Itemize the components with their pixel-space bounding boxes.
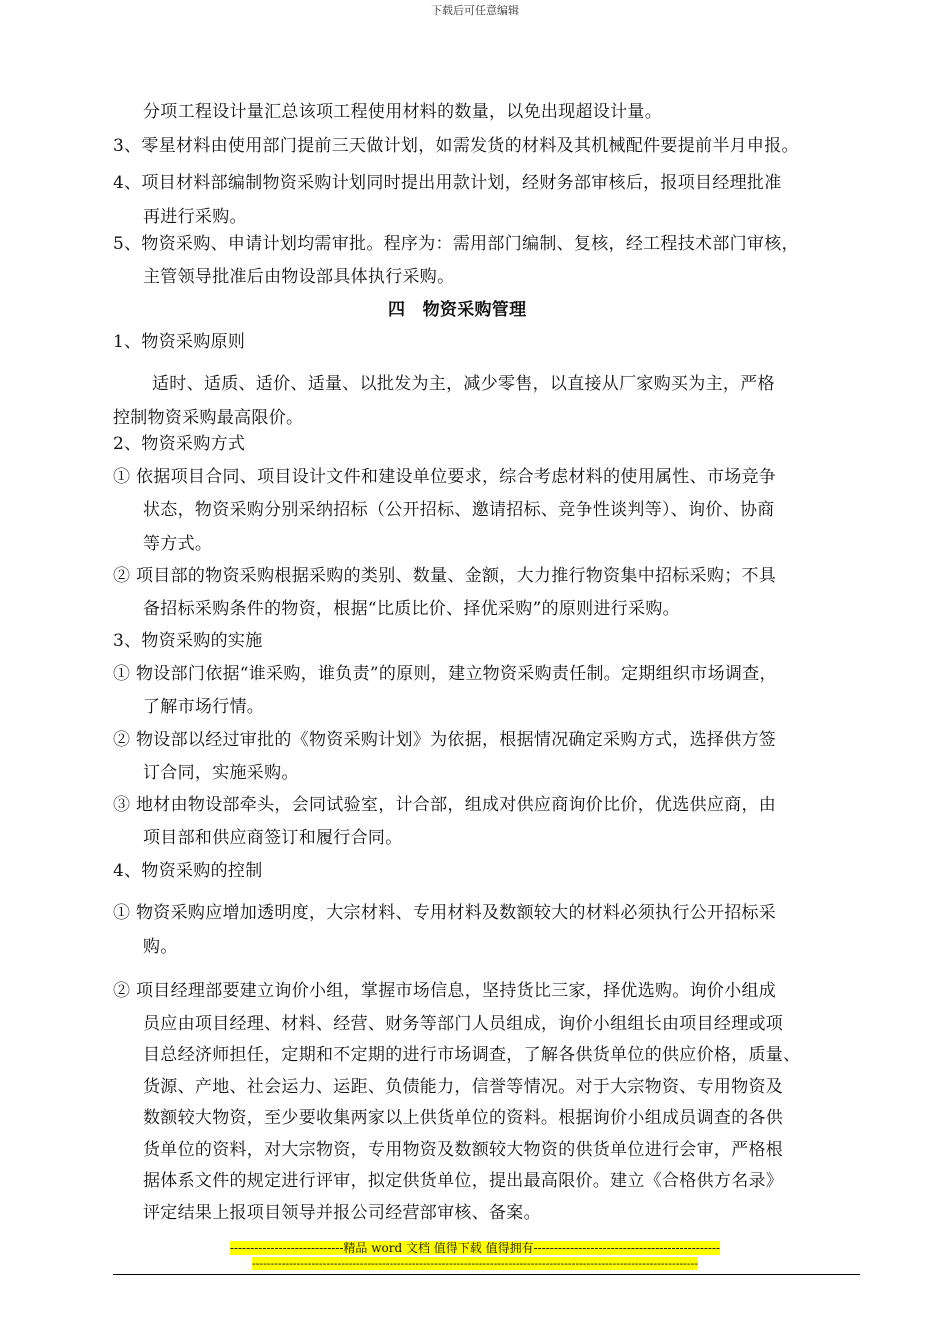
text-line: 主管领导批准后由物设部具体执行采购。 — [143, 267, 455, 287]
numbered-item: ② 物设部以经过审批的《物资采购计划》为依据，根据情况确定采购方式，选择供方签 — [113, 730, 777, 750]
text-line: 货源、产地、社会运力、运距、负债能力，信誉等情况。对于大宗物资、专用物资及 — [143, 1077, 784, 1097]
text-line: 备招标采购条件的物资，根据“比质比价、择优采购”的原则进行采购。 — [143, 599, 680, 619]
subsection-heading: 4、物资采购的控制 — [113, 861, 263, 881]
list-item-5: 5、物资采购、申请计划均需审批。程序为：需用部门编制、复核，经工程技术部门审核， — [113, 234, 799, 254]
subsection-heading: 1、物资采购原则 — [113, 332, 246, 352]
footer-divider — [113, 1274, 860, 1275]
footer-dash-line: ------------------------------------------------------------------------------------------------------------------------ — [251, 1257, 698, 1270]
text-line: 再进行采购。 — [143, 207, 247, 227]
subsection-heading: 2、物资采购方式 — [113, 434, 246, 454]
numbered-item: ② 项目部的物资采购根据采购的类别、数量、金额，大力推行物资集中招标采购；不具 — [113, 566, 777, 586]
text-line: 分项工程设计量汇总该项工程使用材料的数量，以免出现超设计量。 — [143, 102, 662, 122]
text-line: 货单位的资料，对大宗物资，专用物资及数额较大物资的供货单位进行会审，严格根 — [143, 1140, 784, 1160]
numbered-item: ② 项目经理部要建立询价小组，掌握市场信息，坚持货比三家，择优选购。询价小组成 — [113, 981, 777, 1001]
list-item-3: 3、零星材料由使用部门提前三天做计划，如需发货的材料及其机械配件要提前半月申报。 — [113, 136, 799, 156]
numbered-item: ① 物设部门依据“谁采购，谁负责”的原则，建立物资采购责任制。定期组织市场调查， — [113, 664, 777, 684]
text-line: 等方式。 — [143, 534, 213, 554]
text-line: 了解市场行情。 — [143, 697, 265, 717]
paragraph-line: 适时、适质、适价、适量、以批发为主，减少零售，以直接从厂家购买为主，严格 — [152, 374, 775, 394]
list-item-4: 4、项目材料部编制物资采购计划同时提出用款计划，经财务部审核后，报项目经理批准 — [113, 173, 782, 193]
text-line: 评定结果上报项目领导并报公司经营部审核、备案。 — [143, 1203, 541, 1223]
numbered-item: ③ 地材由物设部牵头，会同试验室，计合部，组成对供应商询价比价，优选供应商，由 — [113, 795, 777, 815]
text-line: 据体系文件的规定进行评审，拟定供货单位，提出最高限价。建立《合格供方名录》 — [143, 1171, 784, 1191]
paragraph-line: 控制物资采购最高限价。 — [113, 408, 304, 428]
text-line: 项目部和供应商签订和履行合同。 — [143, 828, 403, 848]
footer-banner-text: ----------------------------精品 word 文档 值得下载 值得拥有---------------------------------------------- — [229, 1241, 721, 1255]
text-line: 订合同，实施采购。 — [143, 763, 299, 783]
footer-banner — [0, 1241, 950, 1255]
numbered-item: ① 物资采购应增加透明度，大宗材料、专用材料及数额较大的材料必须执行公开招标采 — [113, 903, 777, 923]
page-header: 下载后可任意编辑 — [431, 4, 519, 17]
text-line: 购。 — [143, 937, 178, 957]
numbered-item: ① 依据项目合同、项目设计文件和建设单位要求，综合考虑材料的使用属性、市场竞争 — [113, 467, 777, 487]
subsection-heading: 3、物资采购的实施 — [113, 631, 263, 651]
text-line: 数额较大物资，至少要收集两家以上供货单位的资料。根据询价小组成员调查的各供 — [143, 1108, 784, 1128]
text-line: 员应由项目经理、材料、经营、财务等部门人员组成，询价小组组长由项目经理或项 — [143, 1014, 784, 1034]
section-heading: 四 物资采购管理 — [388, 300, 527, 320]
footer-banner-dashes — [0, 1257, 950, 1271]
text-line: 目总经济师担任，定期和不定期的进行市场调查，了解各供货单位的供应价格，质量、 — [143, 1045, 801, 1065]
text-line: 状态，物资采购分别采纳招标（公开招标、邀请招标、竞争性谈判等）、询价、协商 — [143, 500, 775, 520]
